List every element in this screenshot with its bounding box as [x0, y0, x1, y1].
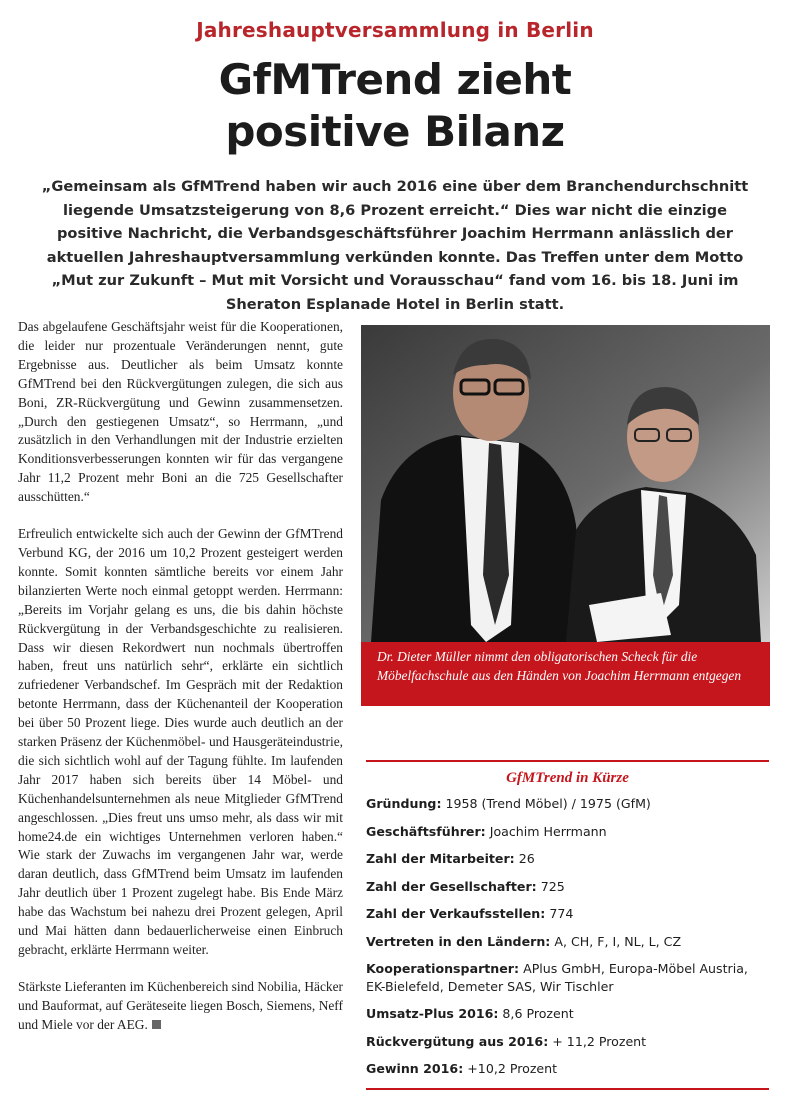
info-item-value: Joachim Herrmann: [489, 823, 607, 839]
body-paragraph-3-text: Stärkste Lieferanten im Küchenbereich sind Nobilia, Häcker und Bauformat, auf Geräteseite liegen Bosch, Siemens, Neff und Miele vor der AEG.: [18, 978, 343, 1032]
article-kicker: Jahreshauptversammlung in Berlin: [196, 18, 594, 42]
info-item-value: 8,6 Prozent: [502, 1006, 574, 1021]
article-lead: „Gemeinsam als GfMTrend haben wir auch 2016 eine über dem Branchendurchschnitt liegende Umsatzsteigerung von 8,6 Prozent erreicht.“ Dies war nicht die einzige positive Nachricht, die Verbandsgeschäftsführer Joachim Herrmann anlässlich der aktuellen Jahreshauptversammlung verkünden konnte. Das Treffen unter dem Motto „Mut zur Zukunft – Mut mit Vorsicht und Vorausschau“ fand vom 16. bis 18. Juni im Sheraton Esplanade Hotel in Berlin statt.: [41, 178, 749, 313]
article-photo: [361, 325, 770, 642]
info-item-value: APlus GmbH, Europa-Möbel Austria, EK-Bielefeld, Demeter SAS, Wir Tischler: [366, 961, 748, 994]
info-item-laender: [366, 933, 769, 951]
info-item-label: Zahl der Verkaufsstellen:: [366, 906, 546, 921]
end-mark-icon: [152, 1020, 161, 1029]
info-item-label: Umsatz-Plus 2016:: [366, 1006, 499, 1021]
info-item-gruendung: [366, 795, 769, 813]
info-box-title: GfMTrend in Kürze: [506, 770, 629, 786]
info-box-top-rule: [366, 760, 769, 762]
info-item-mitarbeiter: [366, 850, 769, 868]
headline-line-1: GfMTrend zieht: [218, 55, 572, 104]
photo-illustration: [361, 325, 770, 642]
info-item-label: Zahl der Gesellschafter:: [366, 878, 537, 894]
body-paragraph-1: Das abgelaufene Geschäftsjahr weist für die Kooperationen, die leider nur prozentuale Veränderungen nennt, gute Ergebnisse aus. Deutlicher als beim Umsatz konnte GfMTrend bei den Rückvergütungen zulegen, die sich aus Boni, ZR-Rückvergütung und Gewinn zusammensetzen. „Durch den gestiegenen Umsatz“, so Herrmann, „und zusätzlich in den Verhandlungen mit der Industrie erzielten Konditionsverbesserungen konnten wir für das vergangene Jahr 11,2 Prozent mehr Boni an die 725 Gesellschafter ausschütten.“: [18, 319, 343, 505]
info-item-verkaufsstellen: [366, 905, 769, 923]
body-paragraph-3: [18, 978, 343, 1035]
info-item-value: +10,2 Prozent: [467, 1061, 558, 1076]
info-box-list: [366, 795, 769, 1078]
info-item-rueckverguetung: [366, 1033, 769, 1051]
article-body: [18, 318, 343, 1053]
info-item-label: Zahl der Mitarbeiter:: [366, 851, 515, 866]
info-item-value: + 11,2 Prozent: [552, 1033, 647, 1049]
info-box: [366, 760, 769, 1090]
info-box-bottom-rule: [366, 1088, 769, 1090]
article-headline: [0, 54, 790, 158]
info-item-value: 1958 (Trend Möbel) / 1975 (GfM): [445, 796, 651, 811]
info-item-label: Rückvergütung aus 2016:: [366, 1033, 549, 1049]
info-item-label: Gewinn 2016:: [366, 1061, 464, 1076]
info-item-umsatz: [366, 1005, 769, 1023]
info-item-label: Gründung:: [366, 796, 442, 811]
info-item-value: 725: [540, 878, 565, 894]
info-item-label: Vertreten in den Ländern:: [366, 933, 551, 949]
info-item-gewinn: [366, 1060, 769, 1078]
headline-line-2: positive Bilanz: [225, 107, 565, 156]
info-item-gesellschafter: [366, 878, 769, 896]
info-item-geschaeftsfuehrer: [366, 823, 769, 841]
photo-caption: Dr. Dieter Müller nimmt den obligatorischen Scheck für die Möbelfachschule aus den Händen von Joachim Herrmann entgegen: [361, 642, 770, 706]
info-item-label: Kooperationspartner:: [366, 961, 520, 976]
info-item-label: Geschäftsführer:: [366, 823, 486, 839]
body-paragraph-2: Erfreulich entwickelte sich auch der Gewinn der GfMTrend Verbund KG, der 2016 um 10,2 Prozent gesteigert werden konnte. Somit konnten sämtliche bereits vor einem Jahr bilanzierten Werte noch einmal getoppt werden. Herrmann: „Bereits im Vorjahr gelang es uns, die bis dahin höchste Rückvergütung in der Verbandsgeschichte zu realisieren. Dass wir diesen Rekordwert nun nochmals übertroffen haben, freut uns natürlich sehr“, erklärte ein sichtlich zufriedener Verbandschef. Im Gespräch mit der Redaktion betonte Herrmann, dass der Küchenanteil der Kooperation bei über 50 Prozent liege. Dies wurde auch deutlich an der starken Präsenz der Küchenmöbel- und Hausgeräteindustrie, die sich sichtlich wohl auf der Tagung fühlte. Im laufenden Jahr 2017 haben sich bereits über 14 Möbel- und Küchenhandelsunternehmen als neue Mitglieder GfMTrend angeschlossen. „Dies freut uns umso mehr, als dass wir mit home24.de ein wichtiges Unternehmen verloren haben.“ Wie stark der Zuwachs im vergangenen Jahr war, werde daran deutlich, dass GfMTrend beim Umsatz im laufenden Jahr deutlich über 1 Prozent zugelegt habe. Bis Ende März habe das Wachstum bei nahezu drei Prozent gelegen, April und Mai hätten dann bedauerlicherweise einen Einbruch gebracht, erklärte Herrmann weiter.: [18, 526, 343, 957]
info-item-kooperationspartner: [366, 960, 769, 995]
info-item-value: 774: [549, 906, 574, 921]
info-item-value: 26: [518, 851, 535, 866]
info-item-value: A, CH, F, I, NL, L, CZ: [554, 933, 682, 949]
